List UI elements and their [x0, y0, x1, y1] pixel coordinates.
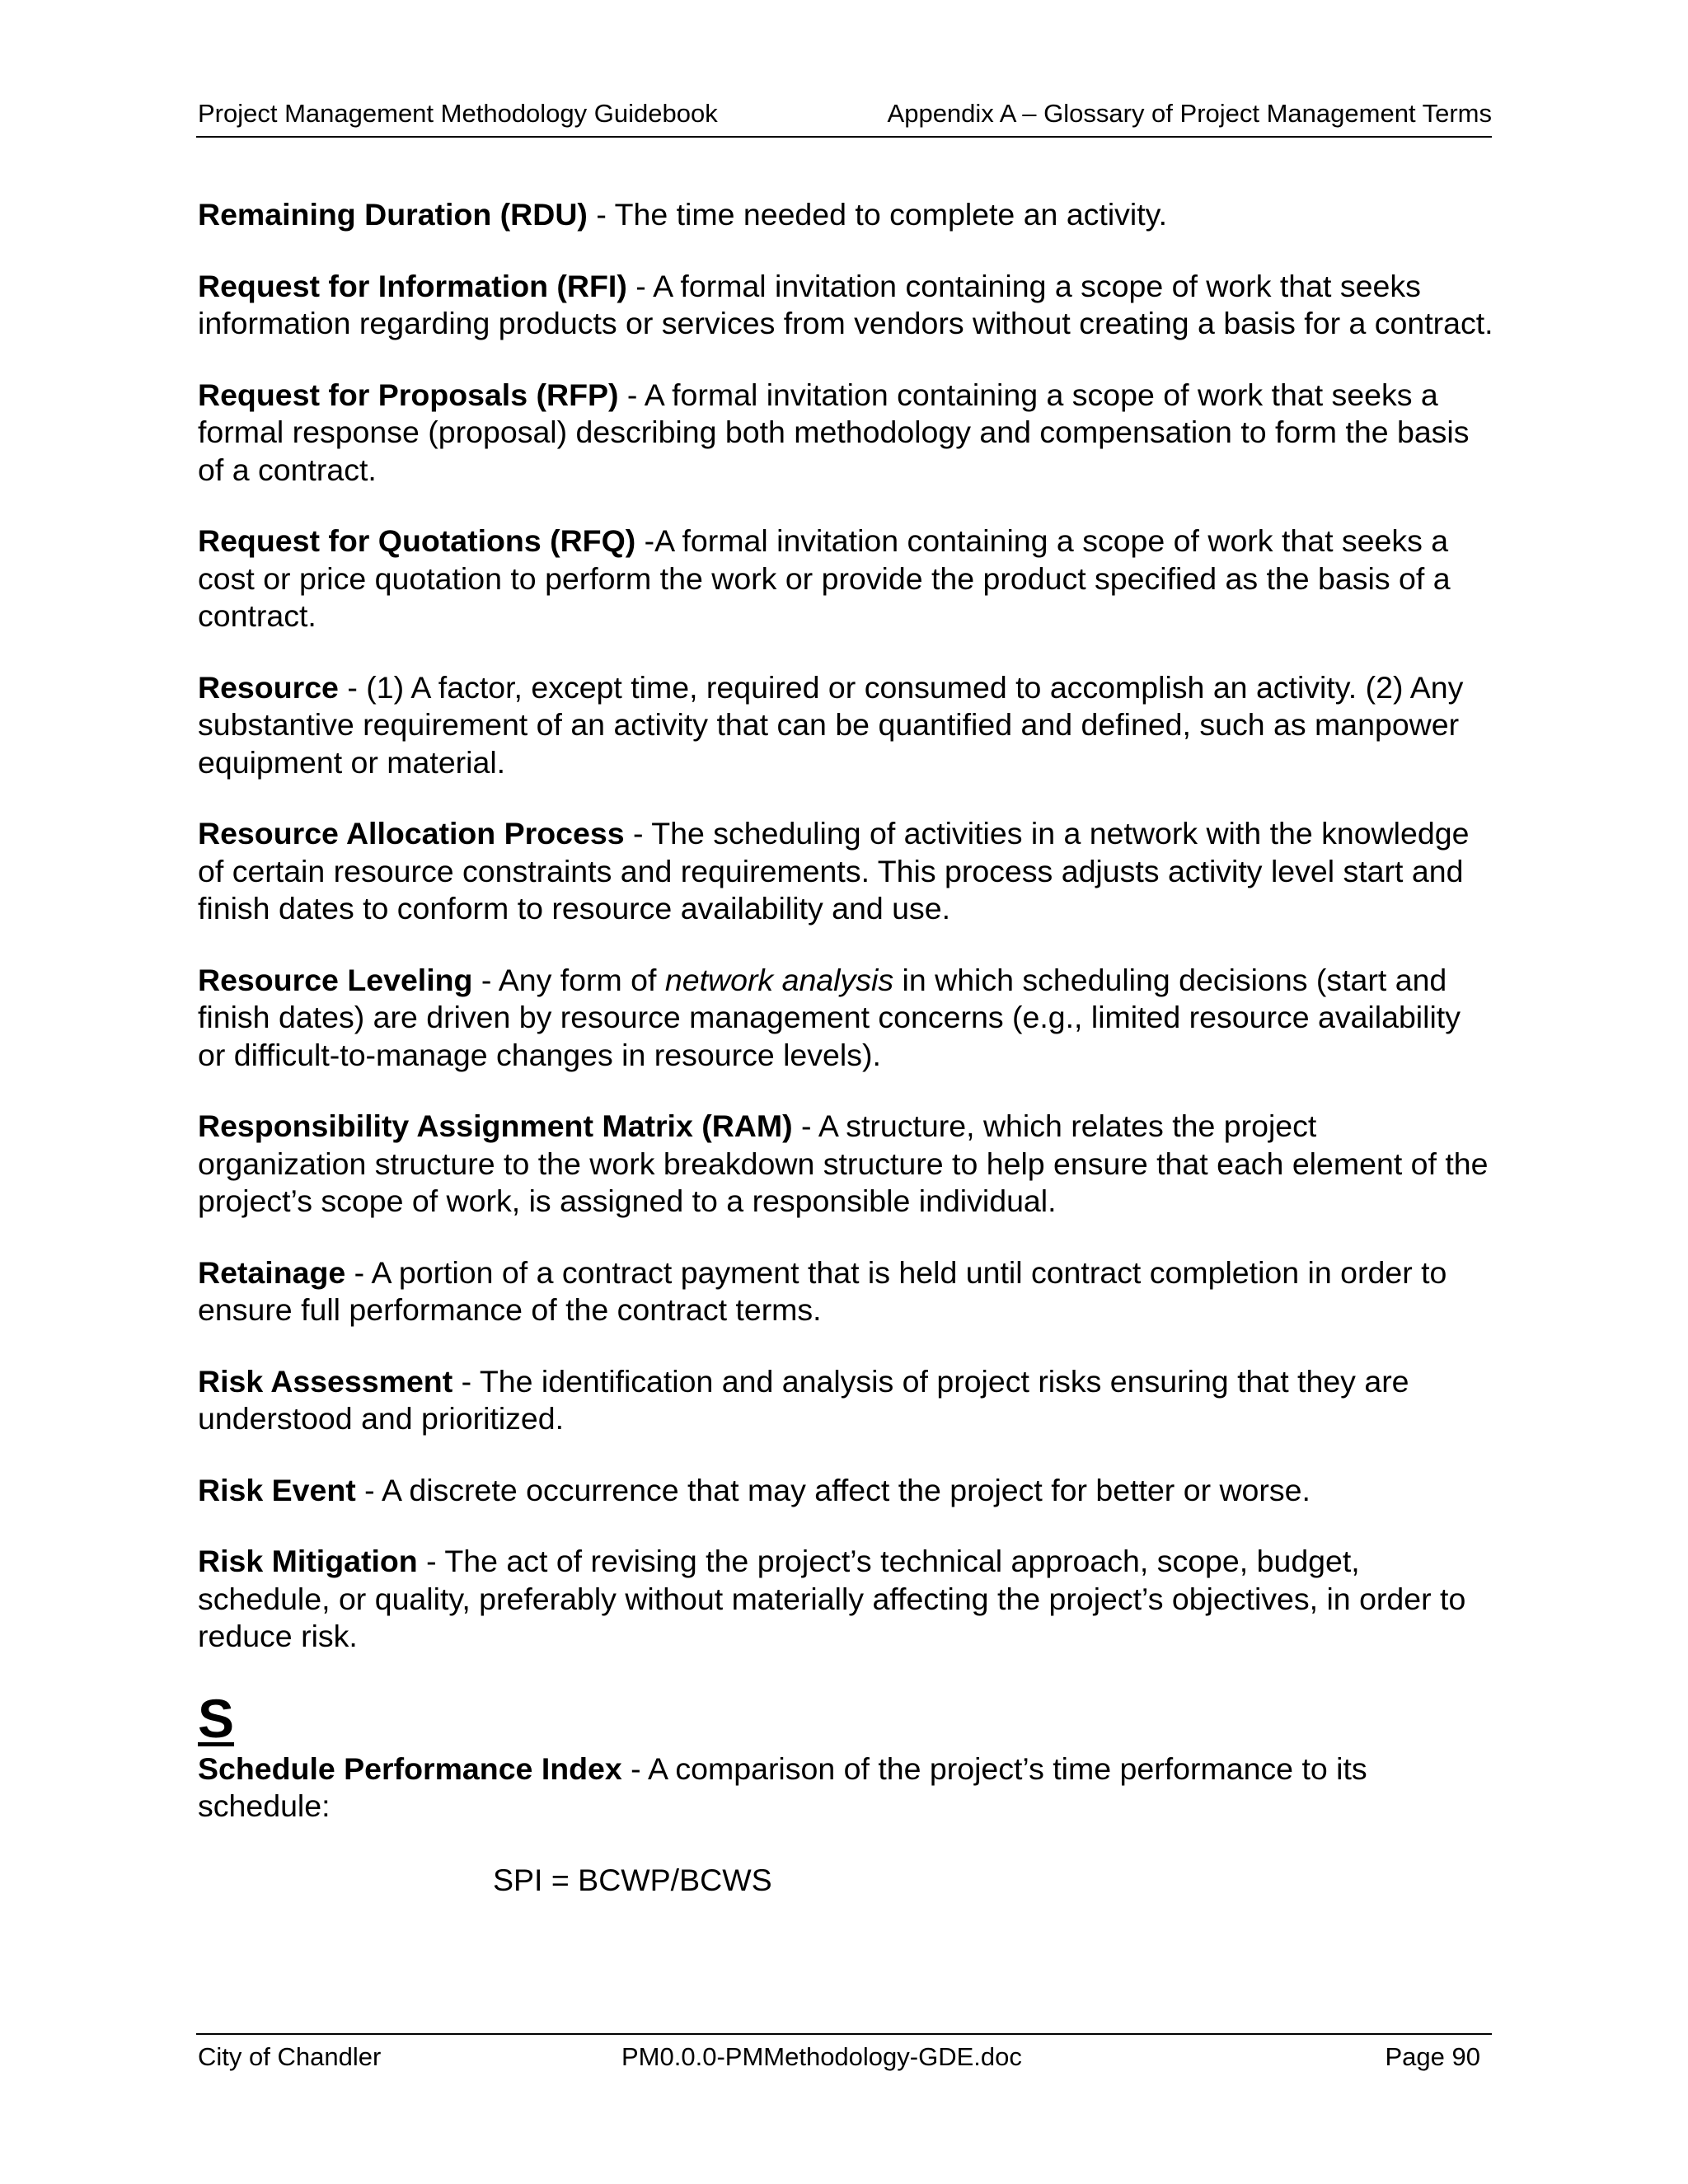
glossary-entry-risk-event	[198, 1472, 1493, 1510]
glossary-entry-resource-leveling	[198, 962, 1493, 1075]
glossary-term: Retainage	[198, 1254, 346, 1290]
glossary-definition-part: - Any form of	[472, 962, 665, 997]
glossary-definition: - A formal invitation containing a scope of work that seeks information regarding products or services from vendors without creating a basis for a contract.	[198, 268, 1493, 340]
glossary-term: Resource Allocation Process	[198, 816, 625, 851]
spi-formula: SPI = BCWP/BCWS	[493, 1862, 772, 1897]
glossary-entry-resource	[198, 669, 1493, 782]
glossary-definition: - A discrete occurrence that may affect the project for better or worse.	[355, 1472, 1311, 1507]
glossary-definition: - The time needed to complete an activity.	[587, 197, 1168, 232]
glossary-entry-resource-allocation-process	[198, 815, 1493, 928]
glossary-term: Request for Proposals (RFP)	[198, 377, 619, 412]
glossary-term: Risk Mitigation	[198, 1544, 418, 1578]
header-document-title: Project Management Methodology Guidebook	[198, 99, 718, 128]
glossary-entry-spi	[198, 1750, 1493, 1825]
glossary-term: Schedule Performance Index	[198, 1750, 622, 1786]
glossary-entry-rfi	[198, 268, 1493, 343]
glossary-entry-retainage	[198, 1254, 1493, 1329]
glossary-definition: - The scheduling of activities in a network with the knowledge of certain resource constraints and requirements. This process adjusts activity level start and finish dates to conform to resource availability and use.	[198, 816, 1470, 926]
glossary-entry-risk-mitigation	[198, 1543, 1493, 1656]
footer-page-number: Page 90	[1385, 2042, 1480, 2071]
glossary-body	[198, 196, 1493, 1899]
glossary-term: Resource	[198, 669, 339, 705]
glossary-term: Resource Leveling	[198, 962, 473, 997]
glossary-definition: - A formal invitation containing a scope of work that seeks a formal response (proposal) describing both methodology and compensation to form the basis of a contract.	[198, 377, 1470, 487]
glossary-definition-part: in which scheduling decisions (start and finish dates) are driven by resource management concerns (e.g., limited resource availability or difficult-to-manage changes in resource levels).	[198, 962, 1461, 1072]
glossary-term: Risk Assessment	[198, 1363, 453, 1399]
page-footer	[196, 2033, 1492, 2078]
glossary-entry-risk-assessment	[198, 1363, 1493, 1438]
glossary-entry-rfp	[198, 377, 1493, 490]
glossary-term: Responsibility Assignment Matrix (RAM)	[198, 1108, 793, 1143]
glossary-definition: -A formal invitation containing a scope of work that seeks a cost or price quotation to perform the work or provide the product specified as the basis of a contract.	[198, 523, 1451, 633]
glossary-definition: - A structure, which relates the project organization structure to the work breakdown structure to help ensure that each element of the project’s scope of work, is assigned to a responsible individual.	[198, 1108, 1489, 1218]
glossary-definition: - The identification and analysis of project risks ensuring that they are understood and prioritized.	[198, 1363, 1409, 1436]
glossary-definition: - (1) A factor, except time, required or consumed to accomplish an activity. (2) Any substantive requirement of an activity that can be quantified and defined, such as manpower equipment or material.	[198, 669, 1464, 780]
glossary-entry-rfq	[198, 523, 1493, 635]
glossary-entry-remaining-duration	[198, 196, 1493, 234]
glossary-term: Request for Information (RFI)	[198, 268, 627, 303]
glossary-term: Remaining Duration (RDU)	[198, 197, 588, 232]
glossary-term: Request for Quotations (RFQ)	[198, 523, 636, 558]
glossary-entry-ram	[198, 1108, 1493, 1221]
glossary-definition: - A comparison of the project’s time performance to its schedule:	[198, 1750, 1367, 1823]
footer-organization: City of Chandler	[198, 2042, 382, 2071]
glossary-definition: - A portion of a contract payment that is held until contract completion in order to ensure full performance of the contract terms.	[198, 1254, 1447, 1327]
header-section-title: Appendix A – Glossary of Project Management Terms	[887, 99, 1492, 128]
footer-filename: PM0.0.0-PMMethodology-GDE.doc	[621, 2042, 1022, 2071]
glossary-definition: - The act of revising the project’s technical approach, scope, budget, schedule, or quality, preferably without materially affecting the project’s objectives, in order to reduce risk.	[198, 1544, 1466, 1653]
glossary-term: Risk Event	[198, 1472, 356, 1507]
section-letter-heading: S	[198, 1687, 235, 1749]
glossary-definition-italic: network analysis	[664, 962, 894, 997]
page-header	[196, 96, 1492, 138]
